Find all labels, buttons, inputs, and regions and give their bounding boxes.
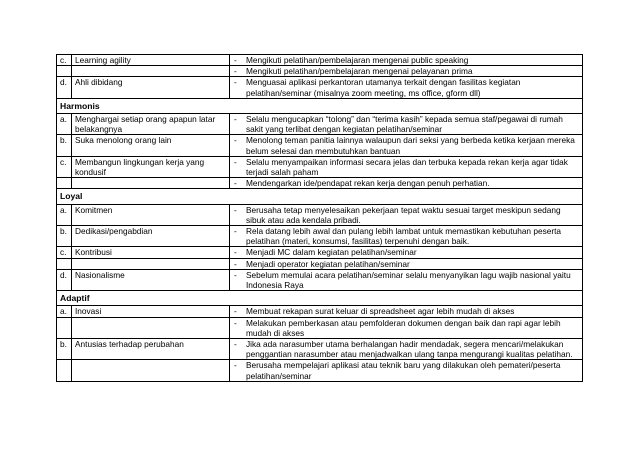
activity-text: Rela datang lebih awal dan pulang lebih lambat untuk memastikan kebutuhan peserta pelatihan (materi, konsumsi, fasilitas) terpenuhi dengan baik. <box>246 226 562 247</box>
row-index <box>57 360 72 381</box>
table-row <box>57 226 583 247</box>
bullet-dash: - <box>234 306 237 317</box>
activity-cell <box>230 156 583 177</box>
table-row <box>57 135 583 156</box>
values-table-body <box>57 55 583 382</box>
section-heading-row <box>57 291 583 306</box>
row-index: c. <box>57 247 72 258</box>
table-row <box>57 204 583 225</box>
section-heading-row <box>57 98 583 113</box>
bullet-dash: - <box>234 204 237 215</box>
row-index: c. <box>57 55 72 66</box>
section-heading-row <box>57 189 583 204</box>
row-index: b. <box>57 135 72 156</box>
activity-item <box>234 114 579 134</box>
bullet-dash: - <box>234 156 237 167</box>
activity-item <box>234 306 579 316</box>
row-index: b. <box>57 226 72 247</box>
table-row <box>57 178 583 189</box>
activity-text: Menjadi MC dalam kegiatan pelatihan/seminar <box>246 247 417 258</box>
activity-item <box>234 247 579 257</box>
value-indicator <box>72 66 230 77</box>
activity-item <box>234 135 579 155</box>
bullet-dash: - <box>234 258 237 269</box>
bullet-dash: - <box>234 226 237 237</box>
table-row <box>57 77 583 98</box>
activity-cell <box>230 178 583 189</box>
activity-cell <box>230 360 583 381</box>
activity-item <box>234 66 579 76</box>
value-indicator: Ahli dibidang <box>72 77 230 98</box>
table-row <box>57 156 583 177</box>
section-heading: Loyal <box>57 189 583 204</box>
activity-text: Berusaha tetap menyelesaikan pekerjaan tepat waktu sesuai target meskipun sedang sibuk atau ada kendala pribadi. <box>246 204 561 225</box>
section-heading: Harmonis <box>57 98 583 113</box>
activity-cell <box>230 135 583 156</box>
activity-text: Membuat rekapan surat keluar di spreadsheet agar lebih mudah di akses <box>246 306 515 317</box>
activity-item <box>234 205 579 225</box>
activity-cell <box>230 77 583 98</box>
activity-item <box>234 360 579 380</box>
activity-cell <box>230 226 583 247</box>
document-page <box>56 54 582 382</box>
value-indicator: Komitmen <box>72 204 230 225</box>
table-row <box>57 339 583 360</box>
activity-cell <box>230 269 583 290</box>
activity-item <box>234 226 579 246</box>
row-index <box>57 178 72 189</box>
table-row <box>57 269 583 290</box>
row-index: a. <box>57 306 72 317</box>
row-index <box>57 66 72 77</box>
table-row <box>57 360 583 381</box>
activity-text: Mendengarkan ide/pendapat rekan kerja dengan penuh perhatian. <box>246 178 490 189</box>
bullet-dash: - <box>234 66 237 77</box>
activity-cell <box>230 247 583 258</box>
table-row <box>57 55 583 66</box>
value-indicator: Suka menolong orang lain <box>72 135 230 156</box>
row-index: c. <box>57 156 72 177</box>
activity-item <box>234 270 579 290</box>
row-index: a. <box>57 204 72 225</box>
value-indicator: Membangun lingkungan kerja yang kondusif <box>72 156 230 177</box>
activity-text: Mengikuti pelatihan/pembelajaran mengenai pelayanan prima <box>246 66 473 77</box>
value-indicator: Kontribusi <box>72 247 230 258</box>
bullet-dash: - <box>234 247 237 258</box>
activity-text: Menolong teman panitia lainnya walaupun dari seksi yang berbeda ketika kerjaan mereka belum selesai dan membutuhkan bantuan <box>246 135 575 156</box>
activity-cell <box>230 317 583 338</box>
activity-text: Selalu menyampaikan informasi secara jelas dan terbuka kepada rekan kerja agar tidak terjadi salah paham <box>246 156 568 178</box>
activity-item <box>234 259 579 269</box>
bullet-dash: - <box>234 114 237 125</box>
table-row <box>57 306 583 317</box>
activity-text: Mengikuti pelatihan/pembelajaran mengenai public speaking <box>246 55 469 65</box>
activity-cell <box>230 339 583 360</box>
value-indicator: Antusias terhadap perubahan <box>72 339 230 360</box>
activity-item <box>234 55 579 65</box>
bullet-dash: - <box>234 135 237 146</box>
value-indicator: Nasionalisme <box>72 269 230 290</box>
bullet-dash: - <box>234 317 237 328</box>
row-index: b. <box>57 339 72 360</box>
value-indicator: Menghargai setiap orang apapun latar belakangnya <box>72 114 230 135</box>
row-index: a. <box>57 114 72 135</box>
activity-cell <box>230 55 583 66</box>
bullet-dash: - <box>234 360 237 371</box>
table-row <box>57 66 583 77</box>
value-indicator <box>72 360 230 381</box>
value-indicator: Dedikasi/pengabdian <box>72 226 230 247</box>
bullet-dash: - <box>234 178 237 189</box>
value-indicator <box>72 258 230 269</box>
bullet-dash: - <box>234 55 237 65</box>
value-indicator: Inovasi <box>72 306 230 317</box>
value-indicator <box>72 317 230 338</box>
activity-cell <box>230 258 583 269</box>
activity-item <box>234 178 579 188</box>
activity-cell <box>230 204 583 225</box>
table-row <box>57 247 583 258</box>
section-heading: Adaptif <box>57 291 583 306</box>
activity-text: Berusaha mempelajari aplikasi atau teknik baru yang dilakukan oleh pemateri/peserta pelatihan/seminar <box>246 360 561 381</box>
activity-item <box>234 339 579 359</box>
values-table <box>56 54 583 382</box>
activity-item <box>234 77 579 97</box>
activity-item <box>234 318 579 338</box>
row-index <box>57 258 72 269</box>
activity-text: Selalu mengucapkan “tolong” dan “terima kasih” kepada semua staf/pegawai di rumah sakit yang terlibat dengan kegiatan pelatihan/seminar <box>246 114 563 135</box>
activity-text: Sebelum memulai acara pelatihan/seminar selalu menyanyikan lagu wajib nasional yaitu Indonesia Raya <box>246 269 571 291</box>
value-indicator: Learning agility <box>72 55 230 66</box>
bullet-dash: - <box>234 339 237 350</box>
row-index <box>57 317 72 338</box>
activity-cell <box>230 306 583 317</box>
activity-text: Menguasai aplikasi perkantoran utamanya terkait dengan fasilitas kegiatan pelatihan/seminar (misalnya zoom meeting, ms office, gform dll) <box>246 77 521 98</box>
activity-cell <box>230 114 583 135</box>
row-index: d. <box>57 77 72 98</box>
activity-text: Jika ada narasumber utama berhalangan hadir mendadak, segera mencari/melakukan penggantian narasumber atau menjadwalkan ulang tanpa mengurangi kualitas pelatihan. <box>246 339 573 360</box>
table-row <box>57 317 583 338</box>
table-row <box>57 114 583 135</box>
table-row <box>57 258 583 269</box>
activity-cell <box>230 66 583 77</box>
activity-text: Menjadi operator kegiatan pelatihan/seminar <box>246 258 410 269</box>
bullet-dash: - <box>234 77 237 88</box>
bullet-dash: - <box>234 269 237 280</box>
value-indicator <box>72 178 230 189</box>
row-index: d. <box>57 269 72 290</box>
activity-item <box>234 157 579 177</box>
activity-text: Melakukan pemberkasan atau pemfolderan dokumen dengan baik dan rapi agar lebih mudah di akses <box>246 317 561 338</box>
